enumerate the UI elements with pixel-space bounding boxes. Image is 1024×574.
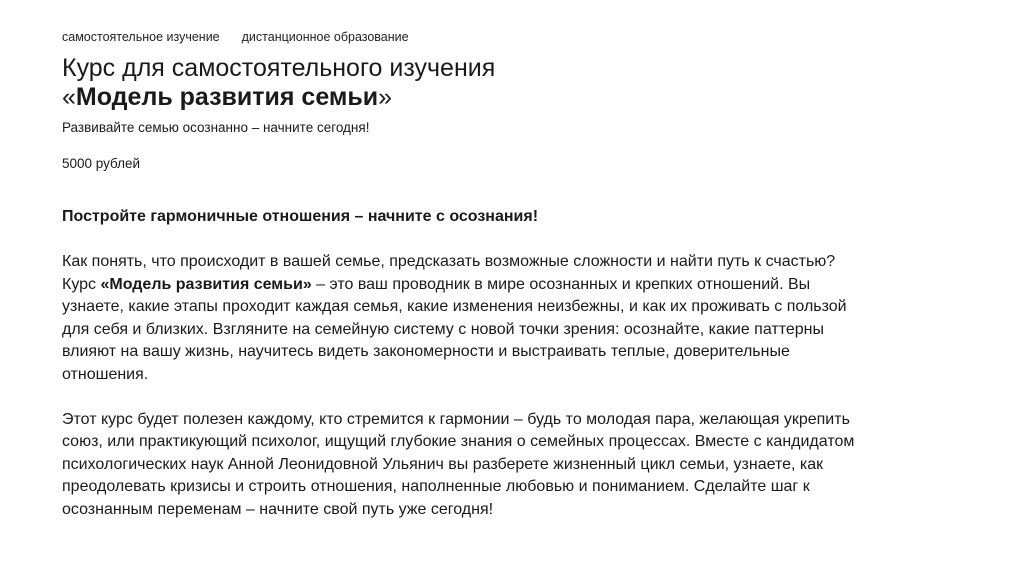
title-open-quote: « (62, 83, 76, 111)
price: 5000 рублей (62, 156, 141, 171)
course-name: Модель развития семьи (75, 83, 379, 111)
title-close-quote: » (378, 83, 393, 111)
tag-list (62, 29, 409, 45)
paragraph-1-course-name: «Модель развития семьи» (100, 275, 312, 293)
paragraph-1-end: – это ваш проводник в мире осознанных и крепких отношений. Вы узнаете, какие этапы проходит каждая семья, какие изменения неизбежны, и как их проживать с пользой для себя и близких. Взгляните на семейную систему с новой точки зрения: осознайте, какие паттерны влияют на вашу жизнь, научитесь видеть закономерности и выстраивать теплые, доверительные отношения. (62, 275, 847, 383)
tag-self-study[interactable]: самостоятельное изучение (62, 30, 220, 44)
description-paragraph-2: Этот курс будет полезен каждому, кто стремится к гармонии – будь то молодая пара, желающая укрепить союз, или практикующий психолог, ищущий глубокие знания о семейных процессах. Вместе с кандидатом психологических наук Анной Леонидовной Ульянич вы разберете жизненный цикл семьи, узнаете, как преодолевать кризисы и строить отношения, наполненные любовью и пониманием. Сделайте шаг к осознанным переменам – начните свой путь уже сегодня! (62, 410, 855, 518)
subtitle: Развивайте семью осознанно – начните сегодня! (62, 120, 370, 135)
paragraph-1-start: Как понять, что происходит в вашей семье, предсказать возможные сложности и найти путь к счастью? Курс (62, 253, 836, 293)
description-paragraph-1 (62, 251, 870, 386)
title-line-1: Курс для самостоятельного изучения (62, 54, 496, 82)
course-page (62, 0, 962, 574)
tag-distance-education[interactable]: дистанционное образование (241, 30, 409, 44)
page-title (62, 54, 495, 112)
title-line-2 (62, 83, 495, 112)
description-heading: Постройте гармоничные отношения – начните с осознания! (62, 208, 539, 225)
course-description (62, 206, 870, 544)
